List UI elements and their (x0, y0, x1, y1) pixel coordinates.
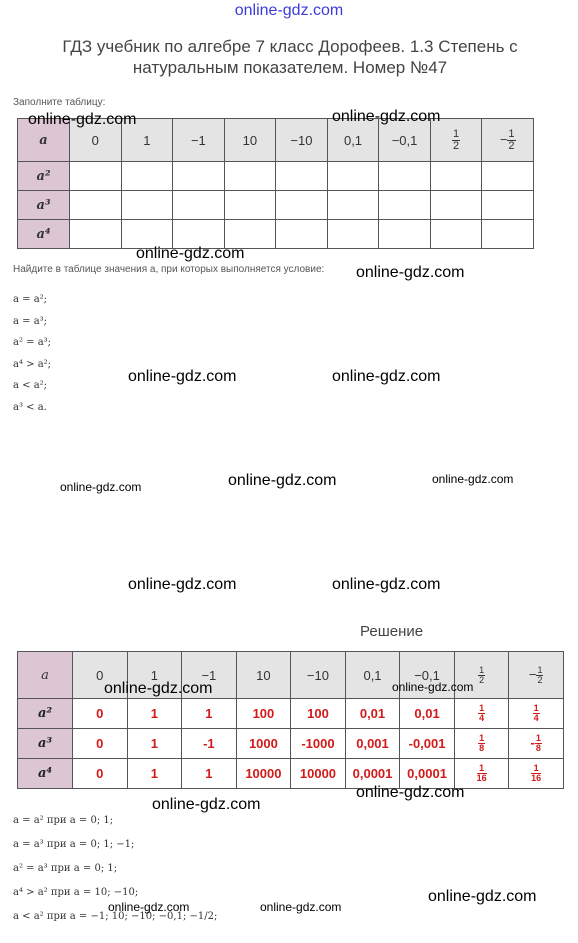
watermark: online-gdz.com (60, 480, 142, 494)
table-cell (379, 191, 431, 220)
table-cell (379, 162, 431, 191)
table-cell (121, 162, 173, 191)
header-cell: 1 (127, 652, 182, 699)
watermark: online-gdz.com (428, 888, 537, 905)
table-cell: - $\frac{1}{8}$ (509, 729, 564, 759)
watermark: online-gdz.com (128, 576, 237, 593)
table-cell: 1000 (236, 729, 291, 759)
row-label-cell: a² (18, 699, 73, 729)
table-cell (454, 699, 509, 729)
table-cell (70, 162, 122, 191)
table-cell: 1 (127, 699, 182, 729)
fraction: $\frac{1}{8}$ (479, 733, 485, 753)
table-cell (430, 191, 482, 220)
table-cell: 0 (73, 699, 128, 729)
row-label-cell: a⁴ (18, 220, 70, 249)
watermark: online-gdz.com (356, 264, 465, 281)
fraction: $\frac{1}{2}$ (453, 127, 460, 152)
watermark: online-gdz.com (392, 680, 474, 694)
header-cell: −1 (182, 652, 237, 699)
find-instruction: Найдите в таблице значения a, при которых выполняется условие: (13, 264, 325, 275)
fraction: $\frac{1}{16}$ (531, 763, 542, 783)
header-cell: −1 (173, 119, 225, 162)
table-row (18, 699, 564, 729)
table-cell (509, 759, 564, 789)
header-cell: − $\frac{1}{2}$ (509, 652, 564, 699)
table-cell: -0,001 (400, 729, 455, 759)
table-cell: 10000 (291, 759, 346, 789)
table-cell (276, 220, 328, 249)
header-cell: −10 (291, 652, 346, 699)
condition-item: a < a²; (13, 380, 48, 391)
table-cell (430, 220, 482, 249)
table-row (18, 191, 534, 220)
watermark: online-gdz.com (332, 368, 441, 385)
site-link[interactable]: online-gdz.com (234, 2, 344, 19)
table-row (18, 759, 564, 789)
table-cell (509, 699, 564, 729)
fraction: $\frac{1}{2}$ (508, 127, 515, 152)
row-label-cell: a⁴ (18, 759, 73, 789)
table-cell: 0,0001 (400, 759, 455, 789)
table-cell (276, 162, 328, 191)
watermark: online-gdz.com (28, 111, 137, 128)
fraction: $\frac{1}{2}$ (537, 664, 543, 685)
header-cell: 0 (70, 119, 122, 162)
header-cell: 0,1 (345, 652, 400, 699)
answer-item: a⁴ > a² при a = 10; −10; (13, 887, 139, 898)
watermark: online-gdz.com (332, 108, 441, 125)
watermark: online-gdz.com (332, 576, 441, 593)
table-cell: 0,0001 (345, 759, 400, 789)
row-label-cell: a² (18, 162, 70, 191)
table-cell (121, 191, 173, 220)
table-cell: 0,01 (400, 699, 455, 729)
header-cell: 10 (224, 119, 276, 162)
answer-item: a² = a³ при a = 0; 1; (13, 863, 118, 874)
task-table (17, 118, 534, 249)
table-cell (173, 162, 225, 191)
table-cell (70, 191, 122, 220)
row-label-cell: a³ (18, 191, 70, 220)
table-cell: 0,01 (345, 699, 400, 729)
header-cell: −0,1 (379, 119, 431, 162)
header-cell: − $\frac{1}{2}$ (482, 119, 534, 162)
header-variable-cell: a (18, 652, 73, 699)
header-cell: −0,1 (400, 652, 455, 699)
table-cell (70, 220, 122, 249)
fraction: $\frac{1}{8}$ (535, 733, 541, 753)
table-header-row (18, 652, 564, 699)
table-cell (379, 220, 431, 249)
header-cell: −10 (276, 119, 328, 162)
watermark: online-gdz.com (152, 796, 261, 813)
answer-item: a = a² при a = 0; 1; (13, 815, 114, 826)
table-row (18, 162, 534, 191)
table-cell (276, 191, 328, 220)
table-cell: 1 (127, 729, 182, 759)
table-cell (482, 220, 534, 249)
condition-item: a² = a³; (13, 337, 52, 348)
watermark: online-gdz.com (432, 472, 514, 486)
fraction: $\frac{1}{4}$ (479, 703, 485, 723)
table-cell: 0 (73, 759, 128, 789)
table-cell (173, 191, 225, 220)
table-cell: 1 (182, 699, 237, 729)
answer-item: a < a² при a = −1; 10; −10; −0,1; −1/2; (13, 911, 218, 922)
watermark: online-gdz.com (128, 368, 237, 385)
row-label-cell: a³ (18, 729, 73, 759)
table-cell (482, 191, 534, 220)
fraction: $\frac{1}{4}$ (533, 703, 539, 723)
page-title: ГДЗ учебник по алгебре 7 класс Дорофеев. 1.3 Степень с натуральным показателем. Номер №47 (62, 37, 518, 77)
table-cell (454, 729, 509, 759)
watermark: online-gdz.com (260, 900, 342, 914)
header-cell: 10 (236, 652, 291, 699)
table-cell: 100 (236, 699, 291, 729)
watermark: online-gdz.com (104, 680, 213, 697)
table-cell: -1 (182, 729, 237, 759)
table-cell: 1 (182, 759, 237, 789)
condition-item: a = a²; (13, 294, 48, 305)
watermark: online-gdz.com (356, 784, 465, 801)
table-cell: 1 (127, 759, 182, 789)
table-cell (327, 220, 379, 249)
watermark: online-gdz.com (228, 472, 337, 489)
answer-item: a = a³ при a = 0; 1; −1; (13, 839, 135, 850)
table-cell (224, 162, 276, 191)
condition-item: a⁴ > a²; (13, 358, 52, 370)
fraction: $\frac{1}{2}$ (479, 664, 485, 685)
table-row (18, 729, 564, 759)
table-cell (327, 191, 379, 220)
table-cell (327, 162, 379, 191)
task-instruction: Заполните таблицу: (13, 97, 106, 108)
condition-item: a = a³; (13, 315, 48, 327)
table-cell: 100 (291, 699, 346, 729)
header-variable-cell: a (18, 119, 70, 162)
table-cell: 0,001 (345, 729, 400, 759)
table-cell (482, 162, 534, 191)
watermark: online-gdz.com (136, 245, 245, 262)
solution-table (17, 651, 564, 789)
table-cell (430, 162, 482, 191)
table-row (18, 220, 534, 249)
watermark: online-gdz.com (108, 900, 190, 914)
fraction: $\frac{1}{16}$ (476, 763, 487, 783)
header-cell: 1 (121, 119, 173, 162)
header-cell: 0 (73, 652, 128, 699)
table-cell: -1000 (291, 729, 346, 759)
condition-item: a³ < a. (13, 401, 47, 413)
table-cell: 0 (73, 729, 128, 759)
solution-heading: Решение (360, 623, 424, 640)
table-cell (224, 191, 276, 220)
table-cell: 10000 (236, 759, 291, 789)
header-cell: 0,1 (327, 119, 379, 162)
